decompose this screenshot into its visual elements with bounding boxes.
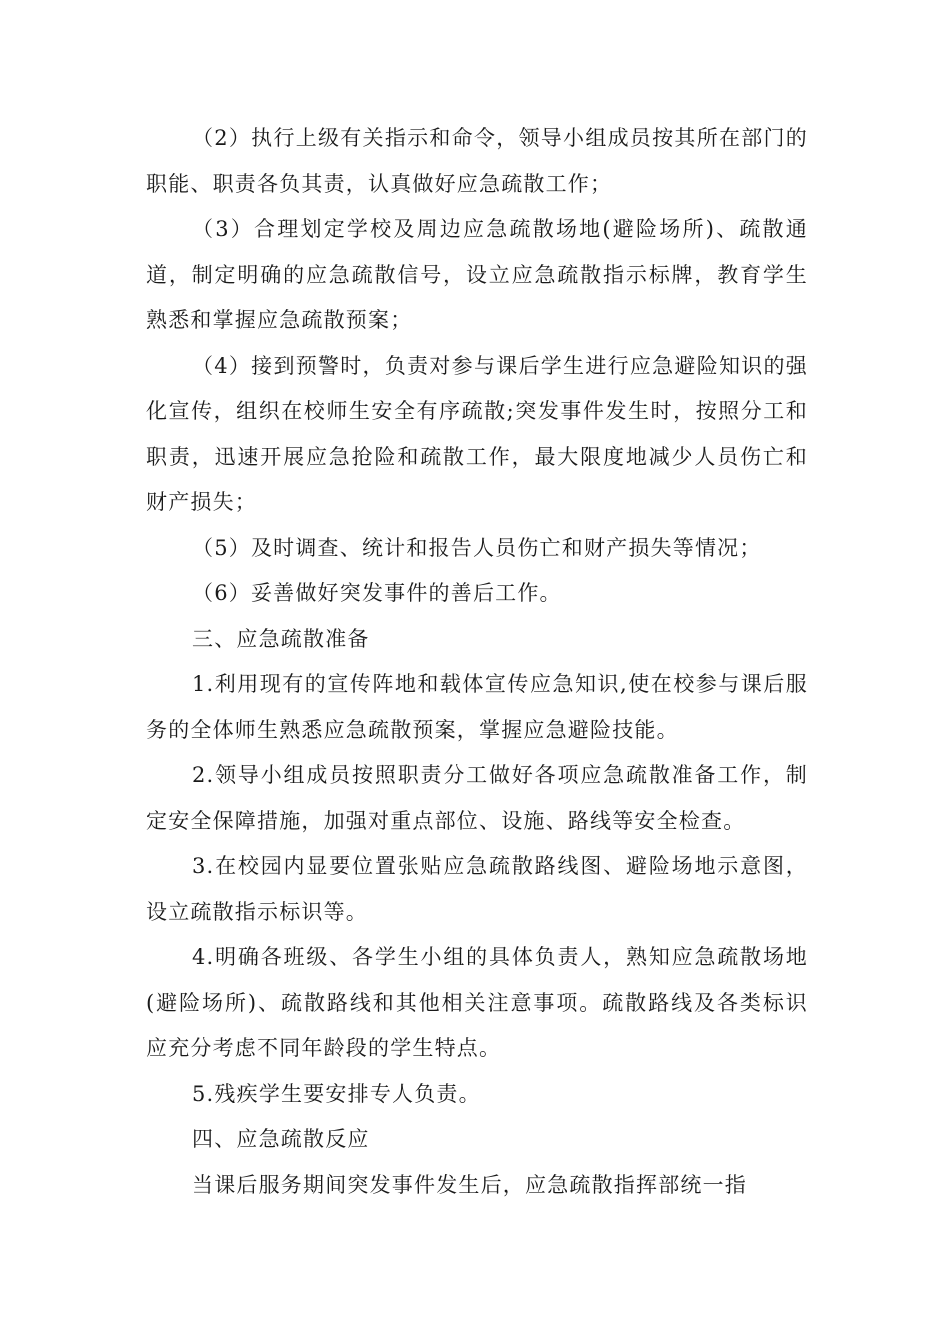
preparation-item-4: 4.明确各班级、各学生小组的具体负责人，熟知应急疏散场地(避险场所)、疏散路线和其他相关注意事项。疏散路线及各类标识应充分考虑不同年龄段的学生特点。: [146, 945, 808, 1060]
section-heading-preparation: 三、应急疏散准备: [192, 626, 370, 651]
preparation-item-3: 3.在校园内显要位置张贴应急疏散路线图、避险场地示意图，设立疏散指示标识等。: [146, 854, 808, 924]
section-heading-response: 四、应急疏散反应: [192, 1127, 370, 1151]
preparation-item-5: 5.残疾学生要安排专人负责。: [192, 1081, 481, 1106]
response-paragraph: 当课后服务期间突发事件发生后，应急疏散指挥部统一指: [192, 1172, 747, 1197]
document-body: [146, 116, 808, 1208]
preparation-item-1: 1.利用现有的宣传阵地和载体宣传应急知识,使在校参与课后服务的全体师生熟悉应急疏散预案，掌握应急避险技能。: [146, 672, 808, 742]
paragraph-item-4: （4）接到预警时，负责对参与课后学生进行应急避险知识的强化宣传，组织在校师生安全有序疏散;突发事件发生时，按照分工和职责，迅速开展应急抢险和疏散工作，最大限度地减少人员伤亡和财产损失；: [146, 353, 808, 514]
preparation-item-2: 2.领导小组成员按照职责分工做好各项应急疏散准备工作，制定安全保障措施，加强对重点部位、设施、路线等安全检查。: [146, 763, 808, 833]
paragraph-item-6: （6）妥善做好突发事件的善后工作。: [192, 581, 562, 605]
paragraph-item-5: （5）及时调查、统计和报告人员伤亡和财产损失等情况；: [192, 535, 762, 560]
paragraph-item-2: （2）执行上级有关指示和命令，领导小组成员按其所在部门的职能、职责各负其责，认真做好应急疏散工作；: [146, 126, 808, 196]
paragraph-item-3: （3）合理划定学校及周边应急疏散场地(避险场所)、疏散通道，制定明确的应急疏散信号，设立应急疏散指示标牌，教育学生熟悉和掌握应急疏散预案；: [146, 217, 808, 332]
